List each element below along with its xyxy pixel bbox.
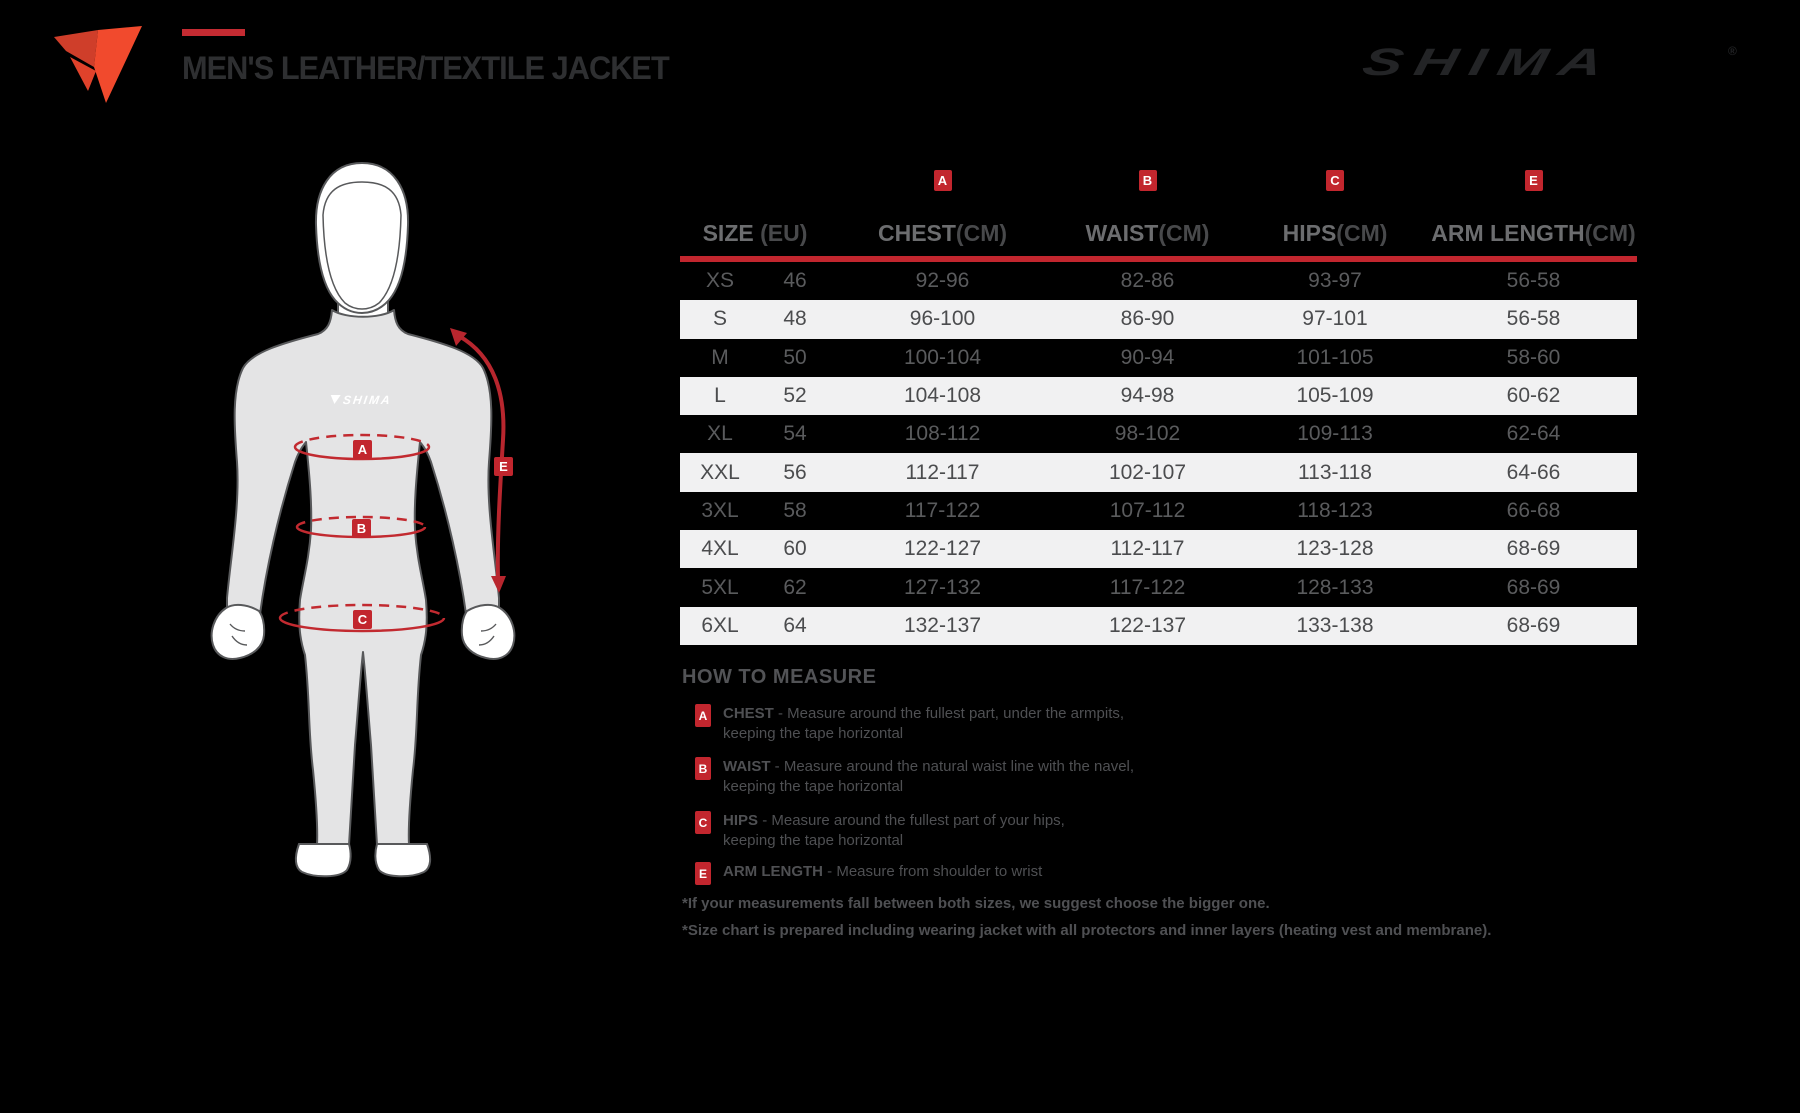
cell-waist: 112-117 xyxy=(1110,537,1185,561)
size-table-row xyxy=(680,300,1637,338)
header-hips: HIPS(CM) xyxy=(1282,220,1388,246)
cell-hips: 133-138 xyxy=(1296,613,1374,637)
cell-arm: 64-66 xyxy=(1506,460,1561,484)
cell-eu: 62 xyxy=(783,575,807,599)
cell-chest: 127-132 xyxy=(903,575,982,599)
figure-badge-arm: E xyxy=(494,457,513,476)
cell-eu: 46 xyxy=(783,269,807,293)
cell-size: 4XL xyxy=(701,537,739,561)
cell-size: XL xyxy=(707,422,733,446)
size-table-row xyxy=(680,415,1637,453)
cell-eu: 60 xyxy=(783,537,807,561)
measure-item-text: ARM LENGTH - Measure from shoulder to wrist xyxy=(723,863,1043,880)
header-waist: WAIST(CM) xyxy=(1085,220,1210,246)
figure-left-hand xyxy=(212,605,265,659)
cell-chest: 108-112 xyxy=(904,422,981,446)
measure-item-badge: B xyxy=(695,757,711,780)
measure-item-badge: E xyxy=(695,862,711,885)
size-table-row xyxy=(680,607,1637,645)
size-table-row xyxy=(680,492,1637,530)
cell-waist: 122-137 xyxy=(1108,613,1187,637)
cell-hips: 128-133 xyxy=(1296,575,1374,599)
measure-item xyxy=(695,811,1065,851)
cell-eu: 48 xyxy=(783,307,807,331)
cell-arm: 60-62 xyxy=(1506,384,1561,408)
header-size: SIZE (EU) xyxy=(702,220,808,246)
page-title: MEN'S LEATHER/TEXTILE JACKET xyxy=(182,50,669,86)
figure-badge-chest: A xyxy=(353,440,372,459)
cell-arm: 62-64 xyxy=(1506,422,1561,446)
how-to-measure-heading: HOW TO MEASURE xyxy=(682,666,877,688)
figure-head xyxy=(316,163,408,313)
cell-arm: 58-60 xyxy=(1506,345,1561,369)
shima-triangle-logo xyxy=(50,25,150,110)
cell-hips: 101-105 xyxy=(1296,345,1374,369)
cell-eu: 64 xyxy=(783,613,807,637)
cell-chest: 117-122 xyxy=(904,498,981,522)
cell-chest: 112-117 xyxy=(905,460,980,484)
size-table-row xyxy=(680,530,1637,568)
cell-waist: 82-86 xyxy=(1120,269,1175,293)
column-badge-row xyxy=(680,170,1637,192)
cell-eu: 54 xyxy=(783,422,807,446)
cell-chest: 96-100 xyxy=(909,307,976,331)
cell-arm: 68-69 xyxy=(1506,613,1561,637)
cell-chest: 132-137 xyxy=(903,613,982,637)
figure-left-foot xyxy=(296,844,351,876)
cell-size: M xyxy=(711,345,729,369)
cell-hips: 105-109 xyxy=(1296,384,1374,408)
column-badge-hips: C xyxy=(1326,170,1344,191)
header-chest: CHEST(CM) xyxy=(877,220,1008,246)
mannequin-figure xyxy=(140,150,560,890)
cell-arm: 68-69 xyxy=(1506,575,1561,599)
size-table-row xyxy=(680,568,1637,606)
cell-size: XS xyxy=(705,269,734,293)
column-badge-chest: A xyxy=(934,170,952,191)
size-table-rows xyxy=(680,262,1637,645)
trademark-symbol: ® xyxy=(1728,44,1737,58)
size-table xyxy=(680,170,1637,645)
size-table-row xyxy=(680,262,1637,300)
size-table-row xyxy=(680,339,1637,377)
cell-hips: 123-128 xyxy=(1296,537,1374,561)
footnote-sizes: *If your measurements fall between both sizes, we suggest choose the bigger one. xyxy=(682,895,1270,912)
cell-eu: 50 xyxy=(783,345,807,369)
cell-waist: 86-90 xyxy=(1120,307,1175,331)
cell-arm: 68-69 xyxy=(1506,537,1561,561)
cell-waist: 117-122 xyxy=(1109,575,1186,599)
cell-chest: 104-108 xyxy=(903,384,982,408)
figure-badge-waist: B xyxy=(352,519,371,538)
cell-arm: 66-68 xyxy=(1506,498,1561,522)
size-table-row xyxy=(680,453,1637,491)
measure-item-text: CHEST - Measure around the fullest part, under the armpits, keeping the tape horizontal xyxy=(723,705,1125,742)
size-table-row xyxy=(680,377,1637,415)
figure-body xyxy=(227,310,499,845)
figure-badge-hips: C xyxy=(353,610,372,629)
cell-waist: 98-102 xyxy=(1114,422,1181,446)
cell-hips: 93-97 xyxy=(1308,269,1362,293)
cell-waist: 107-112 xyxy=(1109,498,1186,522)
chest-logo-triangle-icon xyxy=(329,395,340,404)
brand-wordmark: SHIMA xyxy=(1358,40,1619,84)
title-accent-dash xyxy=(182,29,245,36)
measure-item-badge: C xyxy=(695,811,711,834)
column-badge-waist: B xyxy=(1139,170,1157,191)
cell-hips: 109-113 xyxy=(1297,422,1373,446)
measure-item xyxy=(695,704,1124,744)
logo-facet-bright xyxy=(94,26,142,103)
figure-right-foot xyxy=(375,844,430,876)
cell-eu: 56 xyxy=(783,460,807,484)
figure-right-hand xyxy=(462,605,515,659)
measure-item xyxy=(695,757,1134,797)
cell-size: 5XL xyxy=(701,575,739,599)
cell-size: S xyxy=(712,307,727,331)
cell-chest: 100-104 xyxy=(903,345,982,369)
measure-item-text: WAIST - Measure around the natural waist line with the navel, keeping the tape horizontal xyxy=(723,758,1135,795)
cell-size: 3XL xyxy=(701,498,739,522)
cell-waist: 102-107 xyxy=(1108,460,1187,484)
cell-chest: 92-96 xyxy=(915,269,970,293)
cell-hips: 113-118 xyxy=(1298,460,1372,484)
table-header-row xyxy=(680,192,1637,256)
measure-item-text: HIPS - Measure around the fullest part of your hips, keeping the tape horizontal xyxy=(723,812,1065,849)
column-badge-arm: E xyxy=(1525,170,1543,191)
measure-item-badge: A xyxy=(695,704,711,727)
cell-waist: 94-98 xyxy=(1120,384,1175,408)
cell-hips: 97-101 xyxy=(1302,307,1368,331)
chest-logo-text: SHIMA xyxy=(342,393,393,407)
footnote-protectors: *Size chart is prepared including wearing jacket with all protectors and inner layers (heating vest and membrane). xyxy=(682,922,1492,939)
figure-chest-logo xyxy=(329,393,393,407)
cell-hips: 118-123 xyxy=(1297,498,1373,522)
header-arm: ARM LENGTH(CM) xyxy=(1431,220,1636,246)
cell-size: XXL xyxy=(700,460,740,484)
cell-arm: 56-58 xyxy=(1506,269,1561,293)
cell-size: 6XL xyxy=(701,613,739,637)
cell-chest: 122-127 xyxy=(903,537,982,561)
measure-item xyxy=(695,862,1042,885)
cell-waist: 90-94 xyxy=(1120,345,1175,369)
cell-size: L xyxy=(714,384,726,408)
cell-eu: 52 xyxy=(783,384,807,408)
cell-eu: 58 xyxy=(783,498,807,522)
cell-arm: 56-58 xyxy=(1506,307,1561,331)
